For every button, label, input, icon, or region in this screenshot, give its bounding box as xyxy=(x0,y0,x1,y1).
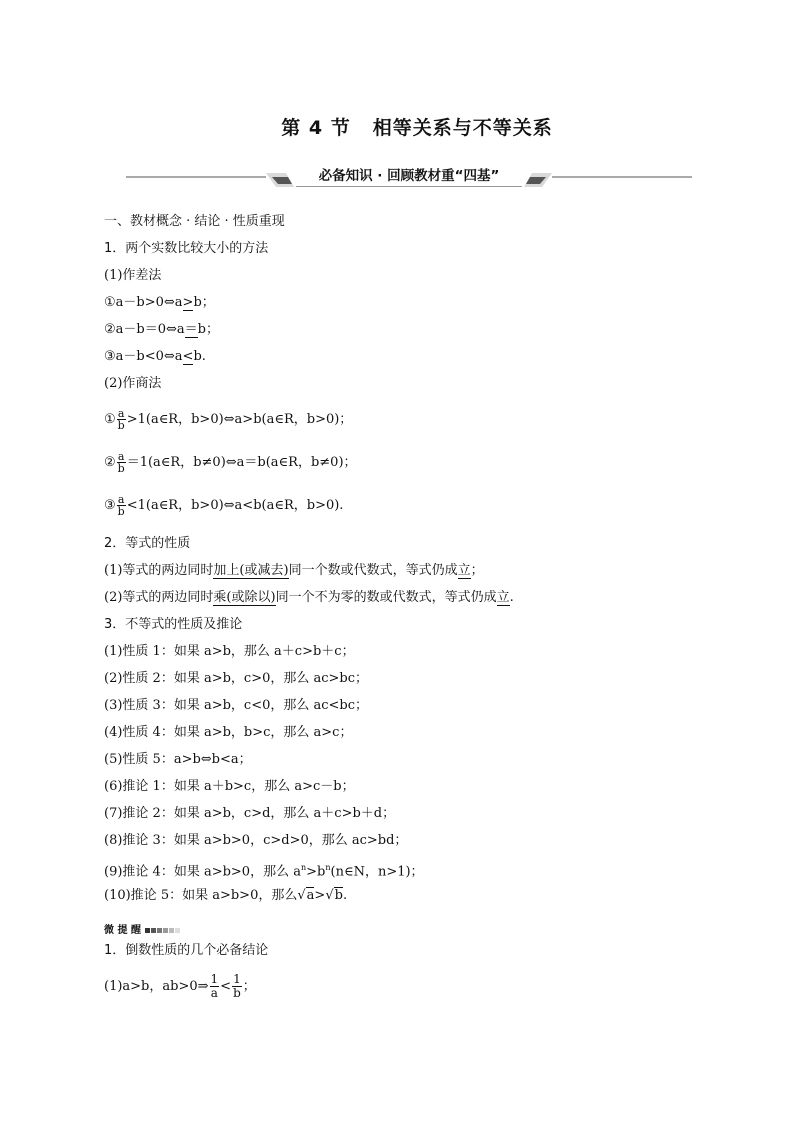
answer-blank: 乘(或除以) xyxy=(213,590,276,605)
inequality-property: (1)性质 1：如果 a>b，那么 a＋c>b＋c； xyxy=(104,644,355,659)
answer-blank: 加上(或减去) xyxy=(213,563,289,578)
inequality-property: (3)性质 3：如果 a>b，c<0，那么 ac<bc； xyxy=(104,698,369,713)
fraction: $\frac{1}{a}$ xyxy=(210,972,219,1000)
answer-blank: 立 xyxy=(457,563,471,578)
diff-item: ①a－b>0⇔a>b； xyxy=(104,295,215,310)
section-banner xyxy=(126,165,692,195)
inequality-property: (5)性质 5：a>b⇔b<a； xyxy=(104,752,252,767)
reciprocal-conclusion: (1)a>b，ab>0⇒ $\frac{1}{a}$ < $\frac{1}{b}$ ； xyxy=(104,972,256,1000)
s2-heading: 2．等式的性质 xyxy=(104,536,191,551)
quot-item: ② $\frac{a}{b}$ ＝1(a∈R，b≠0)⇔a＝b(a∈R，b≠0)； xyxy=(104,450,357,475)
inequality-property: (7)推论 2：如果 a>b，c>d，那么 a＋c>b＋d； xyxy=(104,806,396,821)
inequality-property: (10)推论 5：如果 a>b>0，那么√a>√b. xyxy=(104,888,348,903)
radicand: a xyxy=(306,888,315,903)
quot-item: ① $\frac{a}{b}$ >1(a∈R，b>0)⇔a>b(a∈R，b>0)； xyxy=(104,407,353,432)
page-title xyxy=(20,113,794,140)
s1-heading: 1．两个实数比较大小的方法 xyxy=(104,241,269,256)
tip-heading: 1．倒数性质的几个必备结论 xyxy=(104,943,269,958)
answer-blank: 立 xyxy=(496,590,510,605)
section-topic: 相等关系与不等关系 xyxy=(372,117,553,139)
fraction: $\frac{a}{b}$ xyxy=(117,493,125,518)
fraction: $\frac{a}{b}$ xyxy=(117,450,125,475)
section-number: 第 4 节 xyxy=(281,117,351,139)
fraction: $\frac{1}{b}$ xyxy=(233,972,241,1000)
tip-square xyxy=(145,928,150,933)
part1-heading: 一、教材概念 · 结论 · 性质重现 xyxy=(104,214,285,229)
quot-item: ③ $\frac{a}{b}$ <1(a∈R，b>0)⇔a<b(a∈R，b>0). xyxy=(104,493,344,518)
s3-heading: 3．不等式的性质及推论 xyxy=(104,617,243,632)
banner-label: 必备知识 · 回顾教材重“四基” xyxy=(318,168,500,184)
inequality-property: (9)推论 4：如果 a>b>0，那么 $a^n>b^n(n\in N$，n>1)； xyxy=(104,863,424,880)
answer-blank: ＝ xyxy=(184,322,198,337)
radicand: b xyxy=(334,888,343,903)
tip-label: 微 提 醒 xyxy=(104,921,180,936)
diff-method-label: (1)作差法 xyxy=(104,268,162,283)
equality-property: (1)等式的两边同时加上(或减去)同一个数或代数式，等式仍成立； xyxy=(104,563,484,578)
answer-blank: > xyxy=(182,295,194,310)
diff-item: ③a－b<0⇔a<b. xyxy=(104,349,206,364)
answer-blank: < xyxy=(182,349,194,364)
equality-property: (2)等式的两边同时乘(或除以)同一个不为零的数或代数式，等式仍成立. xyxy=(104,590,514,605)
diff-item: ②a－b＝0⇔a＝b； xyxy=(104,322,219,337)
inequality-property: (6)推论 1：如果 a＋b>c，那么 a>c－b； xyxy=(104,779,355,794)
fraction: $\frac{a}{b}$ xyxy=(117,407,125,432)
inequality-property: (4)性质 4：如果 a>b，b>c，那么 a>c； xyxy=(104,725,353,740)
quot-method-label: (2)作商法 xyxy=(104,376,162,391)
inequality-property: (8)推论 3：如果 a>b>0，c>d>0，那么 ac>bd； xyxy=(104,833,408,848)
inequality-property: (2)性质 2：如果 a>b，c>0，那么 ac>bc； xyxy=(104,671,369,686)
